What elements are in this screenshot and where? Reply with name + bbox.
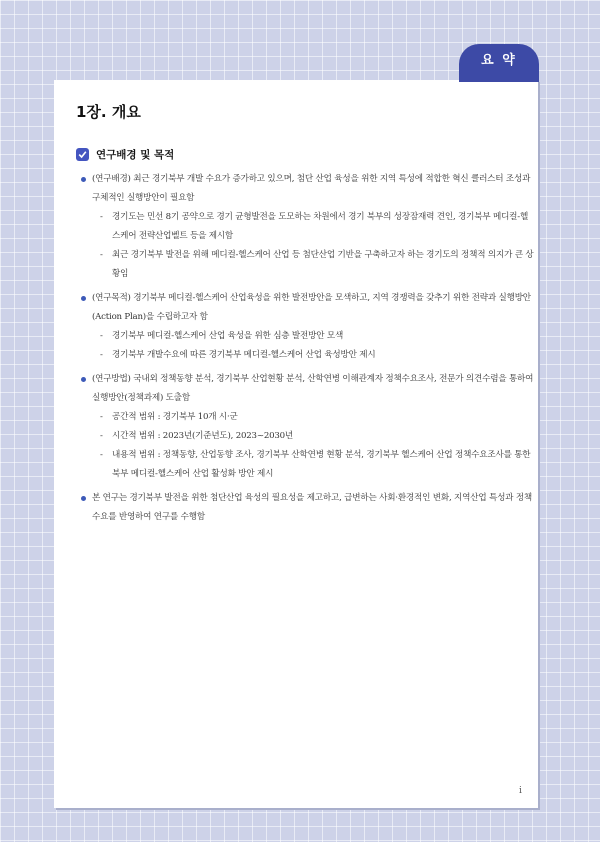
sub-item: - 시간적 범위 : 2023년(기준년도), 2023~2030년	[100, 431, 293, 441]
chapter-title: 1장. 개요	[76, 103, 141, 121]
item-text: 본 연구는 경기북부 발전을 위한 첨단산업 육성의 필요성을 제고하고, 급변하는 사회·환경적인 변화, 지역산업 특성과 정책수요를 반영하여 연구를 수행함	[92, 493, 533, 522]
bullet-icon	[81, 377, 86, 382]
section-title: 연구배경 및 목적	[96, 149, 175, 161]
page-number: i	[519, 786, 522, 796]
sub-item-text: 시간적 범위 : 2023년(기준년도), 2023~2030년	[112, 431, 293, 441]
sub-item: - 경기북부 메디컬-헬스케어 산업 육성을 위한 심층 발전방안 모색	[100, 331, 344, 341]
sub-item-text: 최근 경기북부 발전을 위해 메디컬-헬스케어 산업 등 첨단산업 기반을 구축하고자 하는 경기도의 정책적 의지가 큰 상황임	[112, 250, 534, 279]
content-body	[84, 170, 536, 532]
sub-item-text: 공간적 범위 : 경기북부 10개 시·군	[112, 412, 238, 422]
bullet-icon	[81, 496, 86, 501]
list-item	[84, 170, 536, 284]
checkbox-icon	[76, 148, 89, 161]
sub-item-text: 경기도는 민선 8기 공약으로 경기 균형발전을 도모하는 차원에서 경기 북부의 성장잠재력 견인, 경기북부 메디컬-헬스케어 전략산업벨트 등을 제시함	[112, 212, 529, 241]
list-item	[84, 370, 536, 484]
bullet-icon	[81, 177, 86, 182]
sub-item: - 공간적 범위 : 경기북부 10개 시·군	[100, 412, 238, 422]
item-text: (연구목적) 경기북부 메디컬-헬스케어 산업육성을 위한 발전방안을 모색하고, 지역 경쟁력을 갖추기 위한 전략과 실행방안(Action Plan)을 수립하고자 함	[92, 293, 531, 322]
sub-item-text: 경기북부 개발수요에 따른 경기북부 메디컬-헬스케어 산업 육성방안 제시	[112, 350, 376, 360]
item-text: (연구배경) 최근 경기북부 개발 수요가 증가하고 있으며, 첨단 산업 육성을 위한 지역 특성에 적합한 혁신 클러스터 조성과 구체적인 실행방안이 필요함	[92, 174, 531, 203]
bullet-icon	[81, 296, 86, 301]
list-item	[84, 289, 536, 365]
item-text: (연구방법) 국내외 정책동향 분석, 경기북부 산업현황 분석, 산학연병 이해관계자 정책수요조사, 전문가 의견수렴을 통하여 실행방안(정책과제) 도출함	[92, 374, 534, 403]
sub-item: - 경기도는 민선 8기 공약으로 경기 균형발전을 도모하는 차원에서 경기 북부의 성장잠재력 견인, 경기북부 메디컬-헬스케어 전략산업벨트 등을 제시함	[100, 212, 529, 241]
list-item	[84, 489, 536, 527]
section-heading	[76, 147, 174, 162]
sub-item-text: 경기북부 메디컬-헬스케어 산업 육성을 위한 심층 발전방안 모색	[112, 331, 344, 341]
sub-item: - 내용적 범위 : 정책동향, 산업동향 조사, 경기북부 산학연병 현황 분석, 경기북부 헬스케어 산업 정책수요조사를 통한 북부 메디컬-헬스케어 산업 활성화 방안 제시	[100, 450, 531, 479]
summary-tab: 요 약	[459, 44, 539, 82]
sub-item: - 경기북부 개발수요에 따른 경기북부 메디컬-헬스케어 산업 육성방안 제시	[100, 350, 376, 360]
sub-item: - 최근 경기북부 발전을 위해 메디컬-헬스케어 산업 등 첨단산업 기반을 구축하고자 하는 경기도의 정책적 의지가 큰 상황임	[100, 250, 534, 279]
sub-item-text: 내용적 범위 : 정책동향, 산업동향 조사, 경기북부 산학연병 현황 분석, 경기북부 헬스케어 산업 정책수요조사를 통한 북부 메디컬-헬스케어 산업 활성화 방안 제시	[112, 450, 531, 479]
